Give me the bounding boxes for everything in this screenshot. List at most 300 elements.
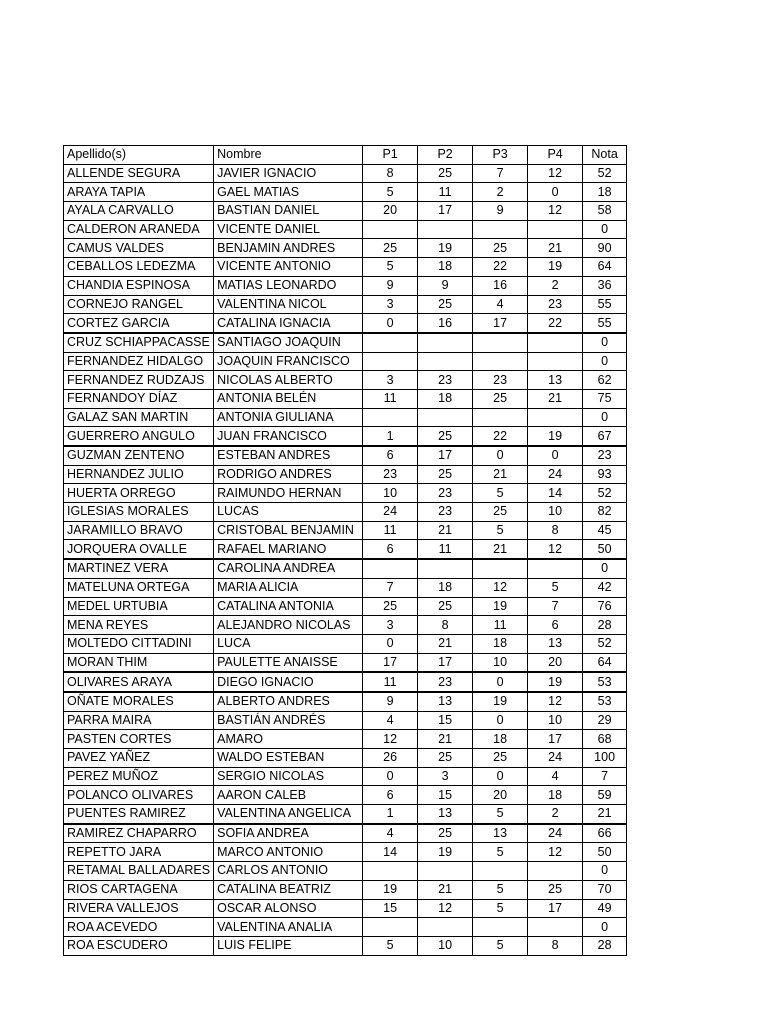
p1-cell: 8: [363, 164, 418, 183]
nombre-cell: JUAN FRANCISCO: [214, 427, 363, 446]
table-row: [64, 862, 627, 881]
apellidos-cell: RIVERA VALLEJOS: [64, 899, 214, 918]
p1-cell: 7: [363, 578, 418, 597]
nota-cell: 28: [583, 616, 627, 635]
p3-cell: [473, 333, 528, 352]
nombre-cell: AMARO: [214, 730, 363, 749]
p1-cell: 11: [363, 521, 418, 540]
header-p4: P4: [528, 146, 583, 165]
p3-cell: 0: [473, 767, 528, 786]
p3-cell: 23: [473, 371, 528, 390]
p4-cell: 0: [528, 183, 583, 202]
table-row: [64, 711, 627, 730]
p3-cell: 18: [473, 634, 528, 653]
p1-cell: 10: [363, 484, 418, 503]
nota-cell: 18: [583, 183, 627, 202]
p1-cell: [363, 408, 418, 427]
apellidos-cell: REPETTO JARA: [64, 843, 214, 862]
p2-cell: 25: [418, 597, 473, 616]
p3-cell: [473, 352, 528, 371]
p3-cell: [473, 559, 528, 578]
nota-cell: 0: [583, 559, 627, 578]
nota-cell: 66: [583, 824, 627, 843]
apellidos-cell: HERNANDEZ JULIO: [64, 465, 214, 484]
nota-cell: 0: [583, 862, 627, 881]
p4-cell: 19: [528, 258, 583, 277]
p1-cell: 4: [363, 711, 418, 730]
apellidos-cell: CALDERON ARANEDA: [64, 220, 214, 239]
table-row: [64, 503, 627, 522]
apellidos-cell: PARRA MAIRA: [64, 711, 214, 730]
p1-cell: 11: [363, 389, 418, 408]
p4-cell: 20: [528, 653, 583, 672]
nombre-cell: LUCAS: [214, 503, 363, 522]
nota-cell: 67: [583, 427, 627, 446]
nombre-cell: CATALINA ANTONIA: [214, 597, 363, 616]
p3-cell: [473, 408, 528, 427]
p4-cell: 8: [528, 936, 583, 955]
p1-cell: 0: [363, 767, 418, 786]
table-row: [64, 936, 627, 955]
nombre-cell: CATALINA IGNACIA: [214, 314, 363, 333]
p3-cell: 25: [473, 389, 528, 408]
p2-cell: 21: [418, 730, 473, 749]
nota-cell: 58: [583, 202, 627, 221]
apellidos-cell: ARAYA TAPIA: [64, 183, 214, 202]
p3-cell: 5: [473, 484, 528, 503]
nota-cell: 21: [583, 805, 627, 824]
nota-cell: 0: [583, 352, 627, 371]
p1-cell: 3: [363, 295, 418, 314]
p4-cell: [528, 559, 583, 578]
p1-cell: 25: [363, 239, 418, 258]
p1-cell: 25: [363, 597, 418, 616]
p4-cell: 12: [528, 164, 583, 183]
p2-cell: 3: [418, 767, 473, 786]
p3-cell: 7: [473, 164, 528, 183]
p4-cell: 10: [528, 503, 583, 522]
nombre-cell: VALENTINA ANGELICA: [214, 805, 363, 824]
p1-cell: 20: [363, 202, 418, 221]
apellidos-cell: HUERTA ORREGO: [64, 484, 214, 503]
p3-cell: 12: [473, 578, 528, 597]
p2-cell: 15: [418, 786, 473, 805]
header-p1: P1: [363, 146, 418, 165]
p2-cell: [418, 559, 473, 578]
table-row: [64, 258, 627, 277]
nombre-cell: LUIS FELIPE: [214, 936, 363, 955]
p1-cell: 23: [363, 465, 418, 484]
apellidos-cell: MOLTEDO CITTADINI: [64, 634, 214, 653]
p1-cell: 24: [363, 503, 418, 522]
p1-cell: 5: [363, 258, 418, 277]
nota-cell: 0: [583, 408, 627, 427]
nota-cell: 90: [583, 239, 627, 258]
apellidos-cell: JORQUERA OVALLE: [64, 540, 214, 559]
p1-cell: [363, 220, 418, 239]
p4-cell: 24: [528, 749, 583, 768]
table-row: [64, 767, 627, 786]
p3-cell: 5: [473, 936, 528, 955]
p3-cell: 0: [473, 711, 528, 730]
p4-cell: [528, 220, 583, 239]
nota-cell: 93: [583, 465, 627, 484]
p2-cell: 25: [418, 465, 473, 484]
p3-cell: 17: [473, 314, 528, 333]
p4-cell: 5: [528, 578, 583, 597]
apellidos-cell: PAVEZ YAÑEZ: [64, 749, 214, 768]
p1-cell: 15: [363, 899, 418, 918]
p1-cell: 3: [363, 616, 418, 635]
nombre-cell: BASTIÁN ANDRÉS: [214, 711, 363, 730]
p2-cell: 10: [418, 936, 473, 955]
nota-cell: 75: [583, 389, 627, 408]
nombre-cell: ESTEBAN ANDRES: [214, 446, 363, 465]
table-row: [64, 446, 627, 465]
p3-cell: 19: [473, 692, 528, 711]
p1-cell: 17: [363, 653, 418, 672]
apellidos-cell: MORAN THIM: [64, 653, 214, 672]
p2-cell: 21: [418, 521, 473, 540]
nombre-cell: MARIA ALICIA: [214, 578, 363, 597]
nota-cell: 52: [583, 164, 627, 183]
nombre-cell: SOFIA ANDREA: [214, 824, 363, 843]
table-row: [64, 220, 627, 239]
nota-cell: 29: [583, 711, 627, 730]
p2-cell: 16: [418, 314, 473, 333]
p1-cell: 26: [363, 749, 418, 768]
nombre-cell: GAEL MATIAS: [214, 183, 363, 202]
p2-cell: 23: [418, 484, 473, 503]
p1-cell: 3: [363, 371, 418, 390]
p1-cell: 12: [363, 730, 418, 749]
p3-cell: 25: [473, 503, 528, 522]
nombre-cell: VALENTINA ANALIA: [214, 918, 363, 937]
p3-cell: 5: [473, 880, 528, 899]
table-row: [64, 672, 627, 692]
p4-cell: 12: [528, 843, 583, 862]
p1-cell: [363, 862, 418, 881]
header-p2: P2: [418, 146, 473, 165]
p2-cell: 9: [418, 276, 473, 295]
nombre-cell: ANTONIA BELÉN: [214, 389, 363, 408]
p2-cell: 18: [418, 389, 473, 408]
p1-cell: 5: [363, 183, 418, 202]
p2-cell: 11: [418, 540, 473, 559]
table-row: [64, 843, 627, 862]
p2-cell: [418, 408, 473, 427]
p4-cell: 18: [528, 786, 583, 805]
p4-cell: 12: [528, 202, 583, 221]
apellidos-cell: OÑATE MORALES: [64, 692, 214, 711]
p3-cell: 5: [473, 843, 528, 862]
p4-cell: 10: [528, 711, 583, 730]
table-row: [64, 295, 627, 314]
p1-cell: 5: [363, 936, 418, 955]
table-row: [64, 805, 627, 824]
nombre-cell: VALENTINA NICOL: [214, 295, 363, 314]
apellidos-cell: FERNANDOY DÍAZ: [64, 389, 214, 408]
p4-cell: 19: [528, 672, 583, 692]
p4-cell: 24: [528, 824, 583, 843]
p3-cell: 18: [473, 730, 528, 749]
nota-cell: 23: [583, 446, 627, 465]
nombre-cell: VICENTE ANTONIO: [214, 258, 363, 277]
p3-cell: [473, 918, 528, 937]
p1-cell: 19: [363, 880, 418, 899]
p4-cell: 17: [528, 730, 583, 749]
p4-cell: [528, 352, 583, 371]
p2-cell: 12: [418, 899, 473, 918]
table-row: [64, 749, 627, 768]
table-row: [64, 899, 627, 918]
p4-cell: 2: [528, 276, 583, 295]
nota-cell: 49: [583, 899, 627, 918]
p2-cell: 18: [418, 258, 473, 277]
nota-cell: 0: [583, 333, 627, 352]
nombre-cell: CAROLINA ANDREA: [214, 559, 363, 578]
p2-cell: 13: [418, 805, 473, 824]
nombre-cell: DIEGO IGNACIO: [214, 672, 363, 692]
nombre-cell: BASTIAN DANIEL: [214, 202, 363, 221]
nombre-cell: SANTIAGO JOAQUIN: [214, 333, 363, 352]
apellidos-cell: RIOS CARTAGENA: [64, 880, 214, 899]
apellidos-cell: GALAZ SAN MARTIN: [64, 408, 214, 427]
apellidos-cell: FERNANDEZ RUDZAJS: [64, 371, 214, 390]
p2-cell: 17: [418, 446, 473, 465]
table-row: [64, 692, 627, 711]
p2-cell: 17: [418, 653, 473, 672]
nombre-cell: OSCAR ALONSO: [214, 899, 363, 918]
p2-cell: 21: [418, 880, 473, 899]
nota-cell: 52: [583, 484, 627, 503]
p1-cell: 6: [363, 786, 418, 805]
nota-cell: 45: [583, 521, 627, 540]
p2-cell: 8: [418, 616, 473, 635]
apellidos-cell: CRUZ SCHIAPPACASSE: [64, 333, 214, 352]
nota-cell: 28: [583, 936, 627, 955]
p4-cell: 13: [528, 634, 583, 653]
p4-cell: 24: [528, 465, 583, 484]
table-row: [64, 314, 627, 333]
nota-cell: 70: [583, 880, 627, 899]
nombre-cell: NICOLAS ALBERTO: [214, 371, 363, 390]
nombre-cell: RAIMUNDO HERNAN: [214, 484, 363, 503]
p4-cell: 23: [528, 295, 583, 314]
p2-cell: 25: [418, 824, 473, 843]
table-row: [64, 824, 627, 843]
nombre-cell: ALBERTO ANDRES: [214, 692, 363, 711]
table-row: [64, 352, 627, 371]
apellidos-cell: PASTEN CORTES: [64, 730, 214, 749]
p1-cell: 0: [363, 314, 418, 333]
header-row: [64, 146, 627, 165]
header-nota: Nota: [583, 146, 627, 165]
table-row: [64, 634, 627, 653]
p4-cell: 0: [528, 446, 583, 465]
apellidos-cell: POLANCO OLIVARES: [64, 786, 214, 805]
apellidos-cell: OLIVARES ARAYA: [64, 672, 214, 692]
apellidos-cell: CAMUS VALDES: [64, 239, 214, 258]
apellidos-cell: RAMIREZ CHAPARRO: [64, 824, 214, 843]
nota-cell: 68: [583, 730, 627, 749]
table-row: [64, 239, 627, 258]
p1-cell: [363, 559, 418, 578]
nota-cell: 59: [583, 786, 627, 805]
nombre-cell: CARLOS ANTONIO: [214, 862, 363, 881]
p3-cell: 21: [473, 540, 528, 559]
p3-cell: 5: [473, 805, 528, 824]
nombre-cell: RAFAEL MARIANO: [214, 540, 363, 559]
p4-cell: 6: [528, 616, 583, 635]
table-row: [64, 521, 627, 540]
nombre-cell: AARON CALEB: [214, 786, 363, 805]
nota-cell: 42: [583, 578, 627, 597]
p2-cell: [418, 862, 473, 881]
table-row: [64, 578, 627, 597]
nombre-cell: CATALINA BEATRIZ: [214, 880, 363, 899]
p4-cell: 21: [528, 239, 583, 258]
p1-cell: 4: [363, 824, 418, 843]
p2-cell: 25: [418, 749, 473, 768]
table-row: [64, 183, 627, 202]
p2-cell: 15: [418, 711, 473, 730]
p3-cell: 0: [473, 446, 528, 465]
p3-cell: [473, 862, 528, 881]
p4-cell: [528, 333, 583, 352]
p1-cell: 9: [363, 692, 418, 711]
table-row: [64, 427, 627, 446]
table-row: [64, 616, 627, 635]
p2-cell: 25: [418, 164, 473, 183]
nota-cell: 53: [583, 692, 627, 711]
p2-cell: [418, 352, 473, 371]
table-row: [64, 653, 627, 672]
apellidos-cell: ALLENDE SEGURA: [64, 164, 214, 183]
p1-cell: [363, 333, 418, 352]
table-row: [64, 918, 627, 937]
p3-cell: 21: [473, 465, 528, 484]
nota-cell: 82: [583, 503, 627, 522]
nota-cell: 50: [583, 843, 627, 862]
p3-cell: 0: [473, 672, 528, 692]
p1-cell: 6: [363, 446, 418, 465]
p1-cell: 14: [363, 843, 418, 862]
p2-cell: 23: [418, 672, 473, 692]
nombre-cell: WALDO ESTEBAN: [214, 749, 363, 768]
table-row: [64, 786, 627, 805]
p3-cell: 25: [473, 749, 528, 768]
p2-cell: 19: [418, 843, 473, 862]
table-row: [64, 408, 627, 427]
nota-cell: 62: [583, 371, 627, 390]
p4-cell: 19: [528, 427, 583, 446]
nombre-cell: LUCA: [214, 634, 363, 653]
p2-cell: 23: [418, 371, 473, 390]
table-row: [64, 880, 627, 899]
apellidos-cell: JARAMILLO BRAVO: [64, 521, 214, 540]
p3-cell: 4: [473, 295, 528, 314]
p2-cell: [418, 918, 473, 937]
p3-cell: 13: [473, 824, 528, 843]
nombre-cell: BENJAMIN ANDRES: [214, 239, 363, 258]
p4-cell: 8: [528, 521, 583, 540]
p1-cell: 6: [363, 540, 418, 559]
p1-cell: 11: [363, 672, 418, 692]
apellidos-cell: MATELUNA ORTEGA: [64, 578, 214, 597]
apellidos-cell: AYALA CARVALLO: [64, 202, 214, 221]
nota-cell: 76: [583, 597, 627, 616]
p4-cell: 4: [528, 767, 583, 786]
p4-cell: 14: [528, 484, 583, 503]
nombre-cell: RODRIGO ANDRES: [214, 465, 363, 484]
p3-cell: 9: [473, 202, 528, 221]
p2-cell: 19: [418, 239, 473, 258]
apellidos-cell: MENA REYES: [64, 616, 214, 635]
nota-cell: 55: [583, 295, 627, 314]
apellidos-cell: CHANDIA ESPINOSA: [64, 276, 214, 295]
nombre-cell: CRISTOBAL BENJAMIN: [214, 521, 363, 540]
apellidos-cell: CORTEZ GARCIA: [64, 314, 214, 333]
nota-cell: 36: [583, 276, 627, 295]
p3-cell: 10: [473, 653, 528, 672]
p2-cell: 25: [418, 295, 473, 314]
p3-cell: 19: [473, 597, 528, 616]
p3-cell: [473, 220, 528, 239]
apellidos-cell: MEDEL URTUBIA: [64, 597, 214, 616]
apellidos-cell: ROA ESCUDERO: [64, 936, 214, 955]
p4-cell: 2: [528, 805, 583, 824]
p2-cell: 23: [418, 503, 473, 522]
nombre-cell: PAULETTE ANAISSE: [214, 653, 363, 672]
p1-cell: 1: [363, 805, 418, 824]
header-nombre: Nombre: [214, 146, 363, 165]
p2-cell: [418, 333, 473, 352]
apellidos-cell: GUZMAN ZENTENO: [64, 446, 214, 465]
nota-cell: 64: [583, 258, 627, 277]
p2-cell: [418, 220, 473, 239]
p3-cell: 22: [473, 258, 528, 277]
nombre-cell: JOAQUIN FRANCISCO: [214, 352, 363, 371]
apellidos-cell: FERNANDEZ HIDALGO: [64, 352, 214, 371]
p4-cell: [528, 408, 583, 427]
p1-cell: 0: [363, 634, 418, 653]
table-row: [64, 465, 627, 484]
apellidos-cell: ROA ACEVEDO: [64, 918, 214, 937]
apellidos-cell: MARTINEZ VERA: [64, 559, 214, 578]
p4-cell: 17: [528, 899, 583, 918]
p2-cell: 13: [418, 692, 473, 711]
p4-cell: [528, 862, 583, 881]
nombre-cell: JAVIER IGNACIO: [214, 164, 363, 183]
table-row: [64, 202, 627, 221]
nota-cell: 50: [583, 540, 627, 559]
p4-cell: 13: [528, 371, 583, 390]
table-row: [64, 164, 627, 183]
header-apellidos: Apellido(s): [64, 146, 214, 165]
table-row: [64, 333, 627, 352]
p2-cell: 17: [418, 202, 473, 221]
grades-table: [63, 145, 627, 956]
p4-cell: [528, 918, 583, 937]
p4-cell: 12: [528, 540, 583, 559]
table-row: [64, 389, 627, 408]
apellidos-cell: CEBALLOS LEDEZMA: [64, 258, 214, 277]
nota-cell: 64: [583, 653, 627, 672]
p1-cell: 1: [363, 427, 418, 446]
apellidos-cell: PUENTES RAMIREZ: [64, 805, 214, 824]
p2-cell: 11: [418, 183, 473, 202]
